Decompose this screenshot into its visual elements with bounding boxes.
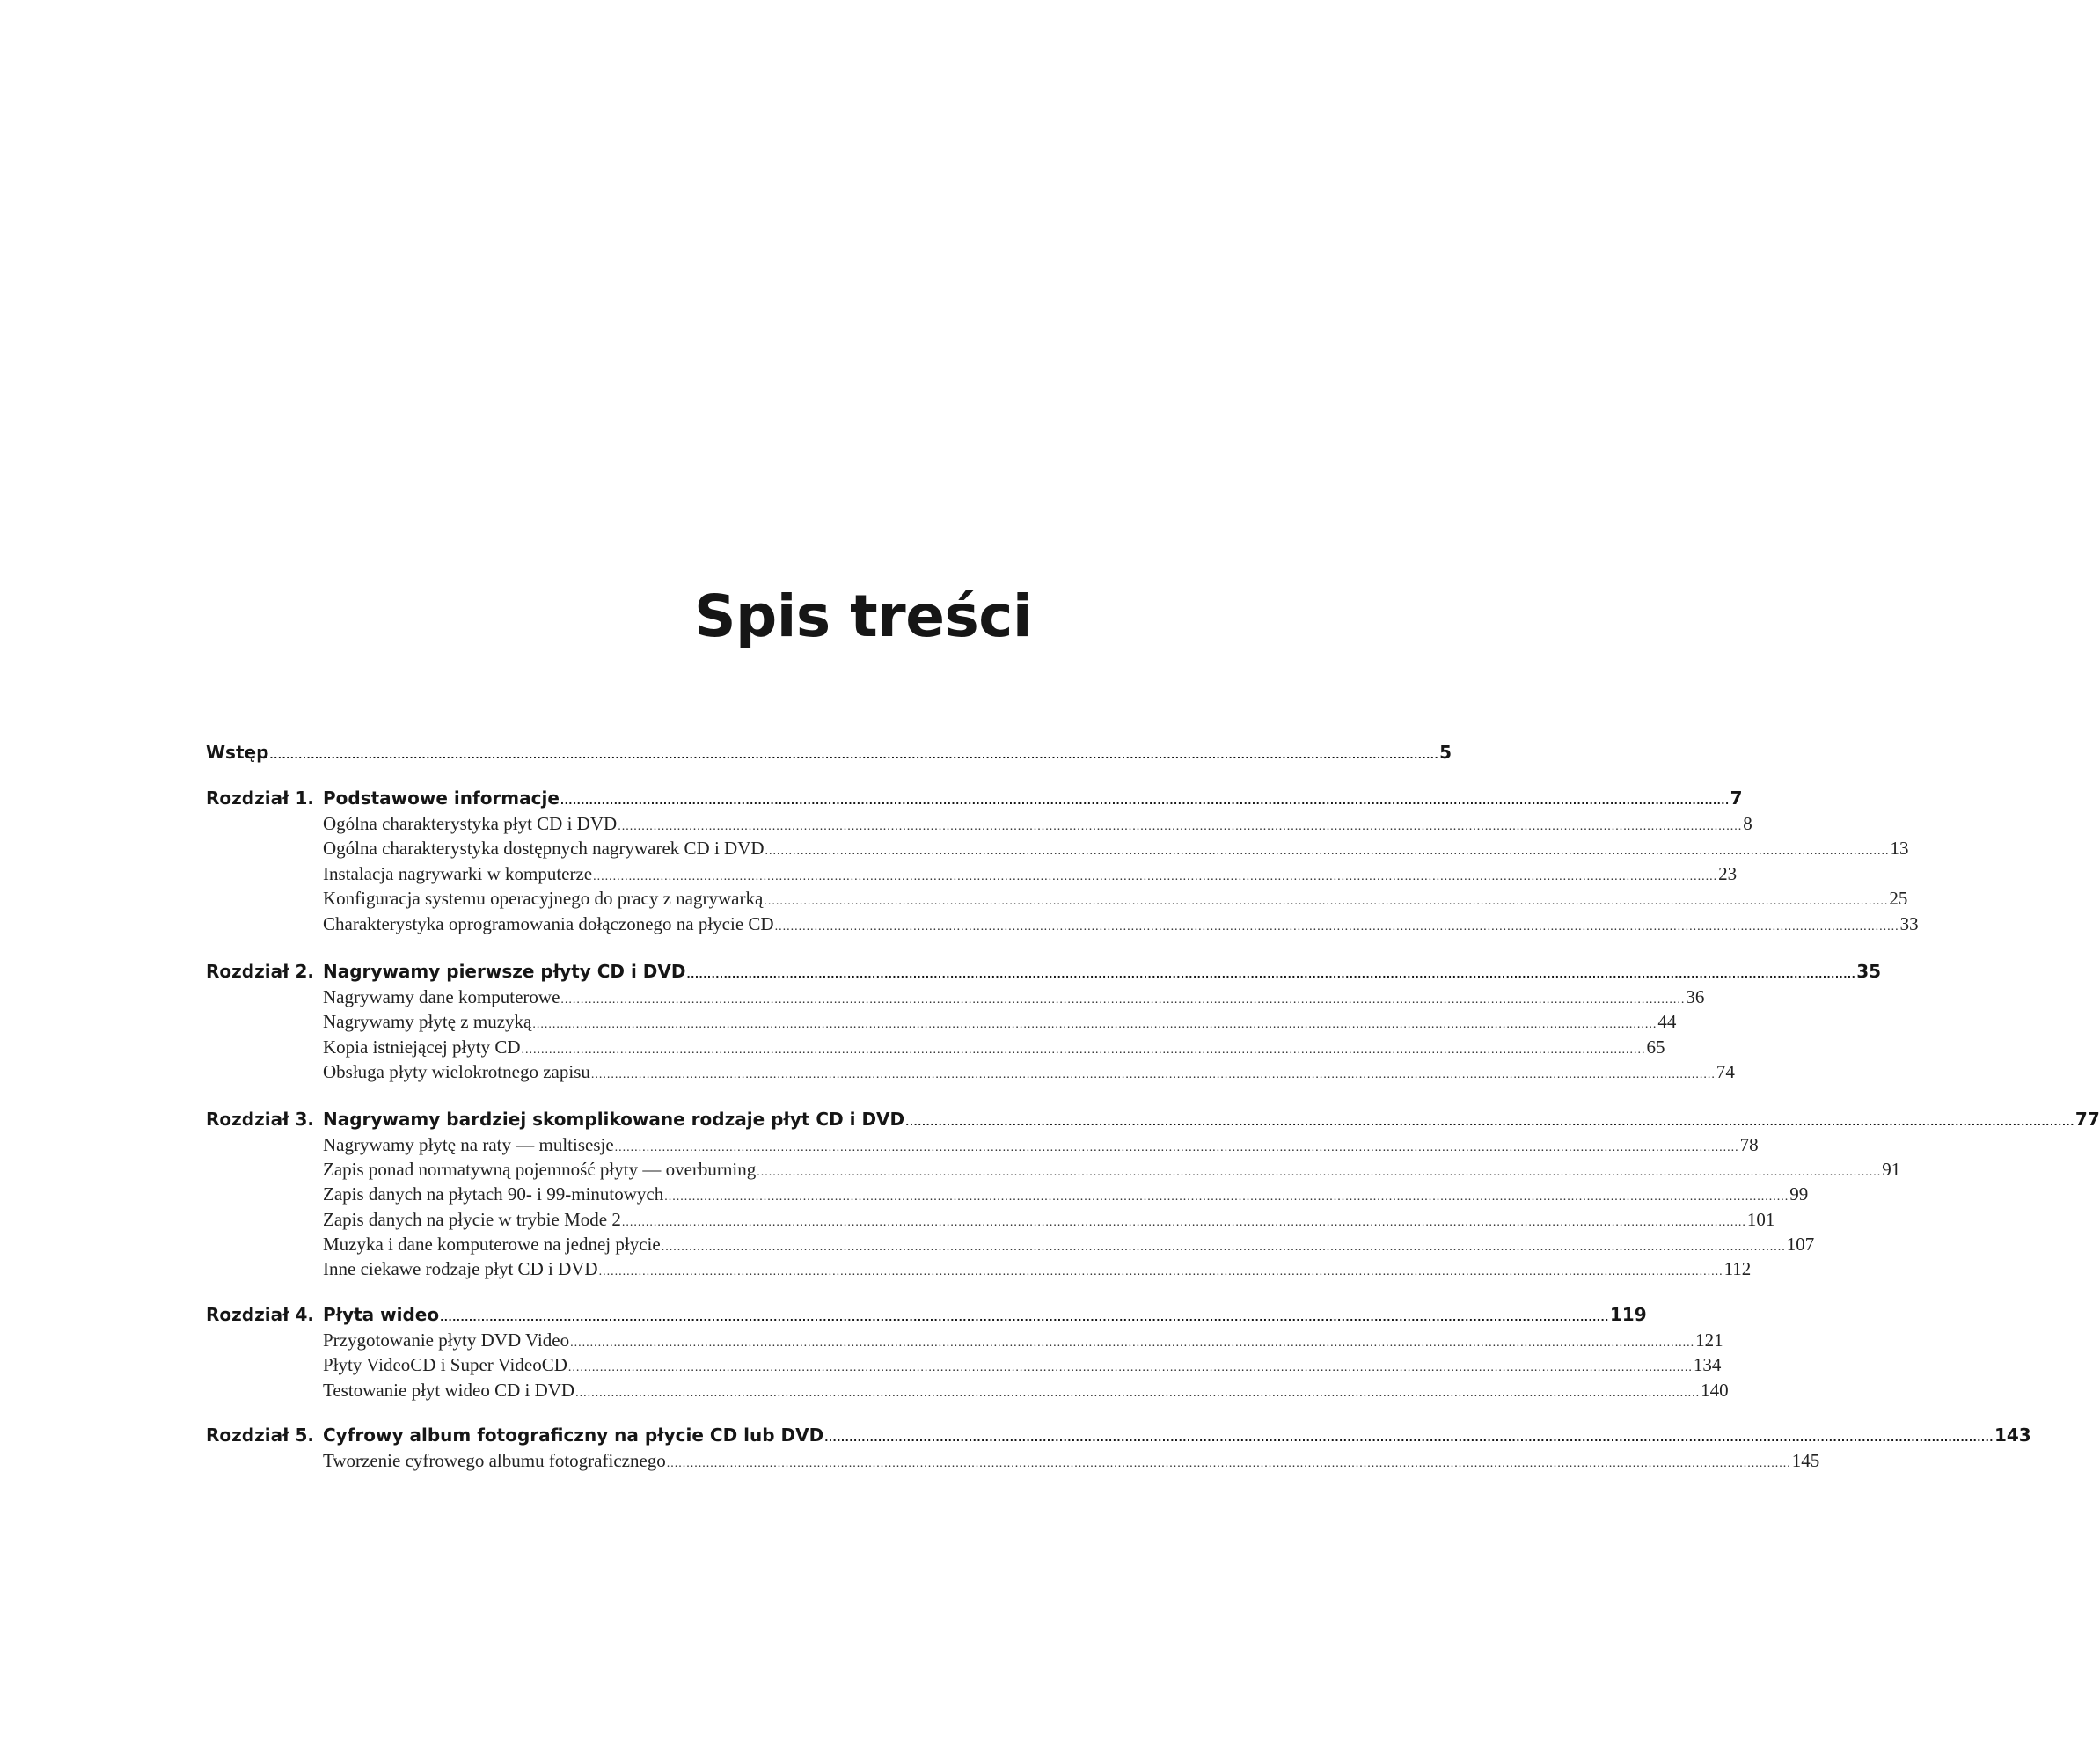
section-title: Testowanie płyt wideo CD i DVD: [323, 1379, 575, 1401]
section-entry[interactable]: [206, 1009, 1677, 1034]
section-entry[interactable]: [206, 886, 1908, 911]
chapter-5: [206, 1422, 2031, 1473]
chapter-label: Rozdział 2.: [206, 960, 314, 982]
section-title: Tworzenie cyfrowego albumu fotograficznego: [323, 1450, 666, 1472]
section-entry[interactable]: [206, 1378, 1729, 1402]
page-number: 143: [1994, 1424, 2031, 1446]
chapter-4: [206, 1301, 1729, 1402]
section-title: Zapis ponad normatywną pojemność płyty — overburning: [323, 1158, 757, 1180]
dot-leader: [667, 1448, 1791, 1476]
page-number: 140: [1701, 1379, 1729, 1401]
dot-leader: [824, 1422, 1994, 1452]
page-number: 5: [1439, 742, 1452, 763]
dot-leader: [687, 958, 1856, 988]
dot-leader: [440, 1301, 1609, 1331]
chapter-heading[interactable]: [206, 958, 1882, 985]
section-title: Instalacja nagrywarki w komputerze: [323, 862, 593, 884]
section-entry[interactable]: [206, 1132, 1759, 1157]
section-title: Zapis danych na płycie w trybie Mode 2: [323, 1208, 621, 1230]
dot-leader: [775, 912, 1899, 940]
page-number: 91: [1882, 1158, 1901, 1180]
chapter-label: Rozdział 5.: [206, 1424, 314, 1446]
section-title: Nagrywamy płytę na raty — multisesje: [323, 1133, 614, 1155]
chapter-title: Nagrywamy bardziej skomplikowane rodzaje płyt CD i DVD: [323, 1108, 905, 1130]
section-entry[interactable]: [206, 836, 1909, 861]
page-number: 7: [1730, 787, 1743, 809]
page-number: 8: [1743, 813, 1752, 834]
chapter-label: Rozdział 3.: [206, 1108, 314, 1130]
page-number: 23: [1718, 862, 1738, 884]
page-number: 145: [1791, 1450, 1820, 1472]
page-number: 44: [1657, 1011, 1677, 1033]
page-number: 36: [1686, 985, 1705, 1007]
section-title: Muzyka i dane komputerowe na jednej płycie: [323, 1234, 661, 1256]
section-entry[interactable]: [206, 912, 1919, 936]
chapter-heading[interactable]: [206, 1301, 1647, 1328]
toc-entry-intro[interactable]: [206, 739, 1452, 765]
section-entry[interactable]: [206, 1035, 1665, 1059]
chapter-heading[interactable]: [206, 785, 1743, 811]
page-number: 107: [1786, 1234, 1815, 1256]
page-number: 77: [2074, 1108, 2100, 1130]
section-title: Ogólna charakterystyka płyt CD i DVD: [323, 813, 618, 834]
chapter-label: Rozdział 4.: [206, 1303, 314, 1325]
section-title: Nagrywamy dane komputerowe: [323, 985, 560, 1007]
section-title: Kopia istniejącej płyty CD: [323, 1036, 521, 1058]
page-number: 33: [1899, 912, 1919, 934]
section-title: Inne ciekawe rodzaje płyt CD i DVD: [323, 1258, 598, 1280]
dot-leader: [575, 1378, 1700, 1406]
page-title: Spis treści: [693, 582, 1032, 650]
section-entry[interactable]: [206, 1232, 1815, 1256]
chapter-title: Podstawowe informacje: [323, 787, 560, 809]
section-entry[interactable]: [206, 1207, 1775, 1232]
dot-leader: [560, 785, 1730, 815]
table-of-contents: [206, 739, 2100, 1495]
page-number: 101: [1746, 1208, 1775, 1230]
chapter-heading[interactable]: [206, 1106, 2100, 1132]
page-number: 99: [1789, 1183, 1809, 1205]
section-title: Ogólna charakterystyka dostępnych nagrywarek CD i DVD: [323, 838, 765, 860]
chapter-heading[interactable]: [206, 1422, 2031, 1448]
section-entry[interactable]: [206, 985, 1705, 1009]
chapter-2: [206, 958, 1882, 1085]
section-title: Obsługa płyty wielokrotnego zapisu: [323, 1061, 590, 1083]
section-title: Konfiguracja systemu operacyjnego do pracy z nagrywarką: [323, 888, 764, 910]
chapter-label: Rozdział 1.: [206, 787, 314, 809]
page-number: 35: [1856, 960, 1882, 982]
section-entry[interactable]: [206, 1059, 1735, 1084]
section-entry[interactable]: [206, 1352, 1722, 1377]
section-entry[interactable]: [206, 1182, 1809, 1206]
page-number: 25: [1889, 888, 1908, 910]
section-title: Zapis danych na płytach 90- i 99-minutowych: [323, 1183, 664, 1205]
section-entry[interactable]: [206, 1157, 1901, 1182]
section-title: Płyty VideoCD i Super VideoCD: [323, 1354, 567, 1376]
section-entry[interactable]: [206, 811, 1752, 836]
chapter-3: [206, 1106, 2100, 1282]
page-number: 13: [1890, 838, 1909, 860]
page-number: 134: [1693, 1354, 1722, 1376]
chapter-title: Płyta wideo: [323, 1303, 440, 1325]
page-number: 74: [1716, 1061, 1735, 1083]
dot-leader: [591, 1059, 1716, 1088]
page-number: 78: [1739, 1133, 1759, 1155]
section-entry[interactable]: [206, 1448, 1820, 1473]
chapter-title: Cyfrowy album fotograficzny na płycie CD lub DVD: [323, 1424, 824, 1446]
chapter-1: [206, 785, 1919, 936]
dot-leader: [905, 1106, 2074, 1136]
section-title: Charakterystyka oprogramowania dołączonego na płycie CD: [323, 912, 774, 934]
page-number: 119: [1609, 1303, 1647, 1325]
page-number: 112: [1723, 1258, 1752, 1280]
section-title: Przygotowanie płyty DVD Video: [323, 1329, 570, 1351]
section-title: Nagrywamy płytę z muzyką: [323, 1011, 532, 1033]
section-entry[interactable]: [206, 1256, 1752, 1281]
page-number: 121: [1695, 1329, 1723, 1351]
entry-title: Wstęp: [206, 742, 269, 763]
section-entry[interactable]: [206, 1328, 1723, 1352]
chapter-title: Nagrywamy pierwsze płyty CD i DVD: [323, 960, 686, 982]
dot-leader: [269, 739, 1438, 769]
dot-leader: [599, 1256, 1723, 1285]
page-number: 65: [1646, 1036, 1665, 1058]
section-entry[interactable]: [206, 861, 1738, 886]
